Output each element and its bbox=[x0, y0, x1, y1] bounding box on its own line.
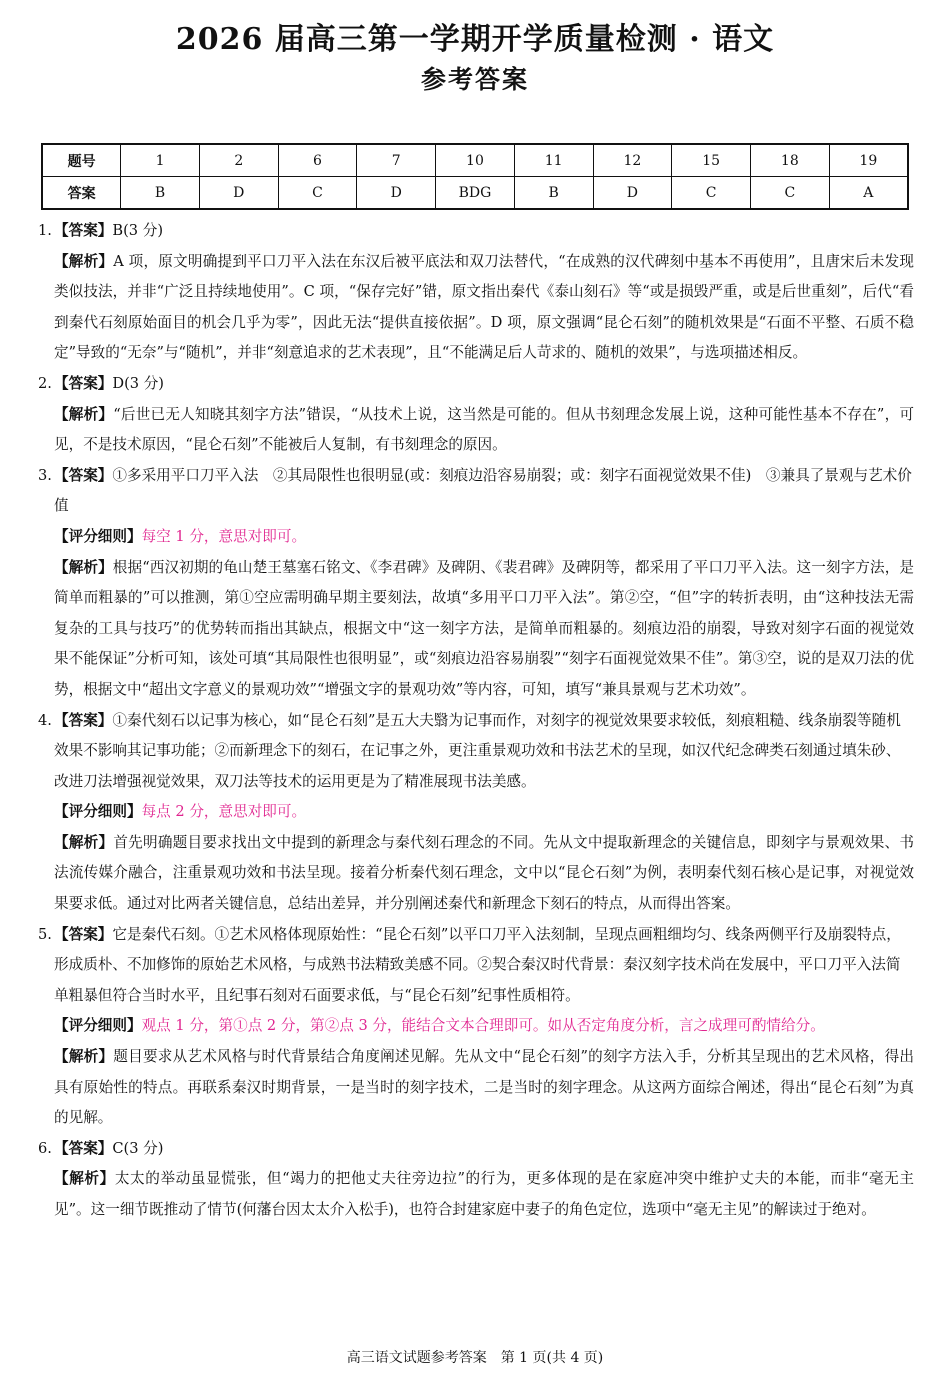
answer-cell: C bbox=[750, 177, 829, 210]
question-number-cell: 11 bbox=[514, 144, 593, 177]
question-number-cell: 15 bbox=[672, 144, 751, 177]
answer-table bbox=[41, 143, 909, 210]
answer-row bbox=[42, 177, 908, 210]
question-number-cell: 7 bbox=[357, 144, 436, 177]
answer-text: ①秦代刻石以记事为核心，如“昆仑石刻”是五大夫翳为记事而作，对刻字的视觉效果要求较低，刻痕粗糙、线条崩裂等随机效果不影响其记事功能；②而新理念下的刻石，在记事之外，更注重景观功效和书法艺术的呈现，如汉代纪念碑类石刻通过填朱砂、改进刀法增强视觉效果，双刀法等技术的运用更是为了精准展现书法美感。 bbox=[54, 711, 901, 790]
question-number: 2. bbox=[38, 374, 52, 392]
analysis-tag: 【解析】 bbox=[54, 1048, 114, 1066]
answer-text: D(3 分) bbox=[112, 374, 164, 392]
analysis-text: A 项，原文明确提到平口刀平入法在东汉后被平底法和双刀法替代，“在成熟的汉代碑刻中基本不再使用”，且唐宋后未发现类似技法，并非“广泛且持续地使用”。C 项，“保存完好”错，原文指出秦代《泰山刻石》等“或是损毁严重，或是后世重刻”，后代“看到秦代石刻原始面目的机会几乎为零”，因此无法“提供直接依据”。D 项，原文强调“昆仑石刻”的随机效果是“石面不平整、石质不稳定”导致的“无奈”与“随机”，并非“刻意追求的艺术表现”，且“不能满足后人苛求的、随机的效果”，与选项描述相反。 bbox=[54, 252, 914, 362]
answer-text: C(3 分) bbox=[112, 1139, 164, 1157]
answer-tag: 【答案】 bbox=[54, 222, 113, 239]
question-4-answer bbox=[38, 706, 914, 798]
question-number-cell: 10 bbox=[436, 144, 515, 177]
question-number-cell: 6 bbox=[278, 144, 357, 177]
analysis-text: 太太的举动虽显慌张，但“竭力的把他丈夫往旁边拉”的行为，更多体现的是在家庭冲突中维护丈夫的本能，而非“毫无主见”。这一细节既推动了情节(何藩台因太太介入松手)，也符合封建家庭中妻子的角色定位，选项中“毫无主见”的解读过于绝对。 bbox=[54, 1170, 914, 1218]
question-number: 4. bbox=[38, 711, 52, 729]
question-4-analysis bbox=[38, 828, 914, 920]
answer-tag: 【答案】 bbox=[54, 466, 113, 484]
question-number-cell: 18 bbox=[750, 144, 829, 177]
answer-tag: 【答案】 bbox=[54, 711, 113, 729]
question-5-answer bbox=[38, 920, 914, 1012]
question-1-analysis bbox=[38, 247, 914, 369]
answer-tag: 【答案】 bbox=[54, 925, 113, 943]
question-3-analysis bbox=[38, 553, 914, 706]
question-number: 1. bbox=[38, 222, 52, 239]
answer-cell: A bbox=[829, 177, 908, 210]
answer-tag: 【答案】 bbox=[54, 374, 113, 392]
scoring-text: 观点 1 分，第①点 2 分，第②点 3 分，能结合文本合理即可。如从否定角度分析，言之成理可酌情给分。 bbox=[141, 1017, 825, 1035]
row-label-answer: 答案 bbox=[42, 177, 121, 210]
answer-text: 它是秦代石刻。①艺术风格体现原始性：“昆仑石刻”以平口刀平入法刻制，呈现点画粗细均匀、线条两侧平行及崩裂特点，形成质朴、不加修饰的原始艺术风格，与成熟书法精致美感不同。②契合秦汉时代背景：秦汉刻字技术尚在发展中，平口刀平入法简单粗暴但符合当时水平，且纪事石刻对石面要求低，与“昆仑石刻”纪事性质相符。 bbox=[54, 925, 901, 1004]
analysis-tag: 【解析】 bbox=[54, 1170, 115, 1188]
answer-explanations bbox=[38, 216, 914, 1226]
question-number: 3. bbox=[38, 466, 52, 484]
question-number-cell: 12 bbox=[593, 144, 672, 177]
analysis-tag: 【解析】 bbox=[54, 252, 114, 270]
question-5-analysis bbox=[38, 1042, 914, 1134]
answer-text: B(3 分) bbox=[112, 222, 164, 239]
answer-tag: 【答案】 bbox=[54, 1139, 113, 1157]
answer-cell: D bbox=[593, 177, 672, 210]
question-6-answer bbox=[38, 1134, 914, 1165]
answer-cell: B bbox=[121, 177, 200, 210]
question-number-cell: 2 bbox=[199, 144, 278, 177]
question-number-cell: 19 bbox=[829, 144, 908, 177]
question-2-answer bbox=[38, 369, 914, 400]
scoring-text: 每点 2 分，意思对即可。 bbox=[141, 803, 307, 821]
page-title: 2026 届高三第一学期开学质量检测 · 语文 bbox=[175, 22, 775, 57]
scoring-tag: 【评分细则】 bbox=[54, 1017, 142, 1035]
analysis-tag: 【解析】 bbox=[54, 405, 114, 423]
question-number-cell: 1 bbox=[121, 144, 200, 177]
question-number: 5. bbox=[38, 925, 52, 943]
analysis-tag: 【解析】 bbox=[54, 558, 113, 576]
analysis-tag: 【解析】 bbox=[54, 833, 114, 851]
scoring-tag: 【评分细则】 bbox=[54, 803, 142, 821]
answer-cell: B bbox=[514, 177, 593, 210]
row-label-question-number: 题号 bbox=[42, 144, 121, 177]
question-5-scoring bbox=[38, 1011, 914, 1042]
analysis-text: 首先明确题目要求找出文中提到的新理念与秦代刻石理念的不同。先从文中提取新理念的关键信息，即刻字与景观效果、书法流传媒介融合，注重景观功效和书法呈现。接着分析秦代刻石理念，文中以“昆仑石刻”为例，表明秦代刻石核心是记事，对视觉效果要求低。通过对比两者关键信息，总结出差异，并分别阐述秦代和新理念下刻石的特点，从而得出答案。 bbox=[54, 833, 914, 913]
analysis-text: “后世已无人知晓其刻字方法”错误，“从技术上说，这当然是可能的。但从书刻理念发展上说，这种可能性基本不存在”，可见，不是技术原因，“昆仑石刻”不能被后人复制，有书刻理念的原因。 bbox=[54, 405, 914, 454]
answer-cell: D bbox=[199, 177, 278, 210]
scoring-tag: 【评分细则】 bbox=[54, 527, 142, 545]
analysis-text: 根据“西汉初期的龟山楚王墓塞石铭文、《李君碑》及碑阴、《裴君碑》及碑阴等，都采用了平口刀平入法。这一刻字方法，是简单而粗暴的”可以推测，第①空应需明确早期主要刻法，故填“多用平口刀平入法”。第②空，“但”字的转折表明，由“这种技法无需复杂的工具与技巧”的优势转而指出其缺点，根据文中“这一刻字方法，是简单而粗暴的。刻痕边沿的崩裂，导致对刻字石面的视觉效果不能保证”分析可知，该处可填“其局限性也很明显”，或“刻痕边沿容易崩裂”“刻字石面视觉效果不佳”。第③空，说的是双刀法的优势，根据文中“超出文字意义的景观功效”“增强文字的景观功效”等内容，可知，填写“兼具景观与艺术功效”。 bbox=[54, 558, 914, 698]
page-subtitle: 参考答案 bbox=[420, 65, 529, 94]
answer-text: ①多采用平口刀平入法 ②其局限性也很明显(或：刻痕边沿容易崩裂；或：刻字石面视觉效果不佳) ③兼具了景观与艺术价值 bbox=[54, 466, 912, 515]
question-1-answer bbox=[38, 216, 914, 247]
answer-cell: BDG bbox=[436, 177, 515, 210]
page-footer: 高三语文试题参考答案 第 1 页(共 4 页) bbox=[346, 1350, 604, 1366]
answer-cell: C bbox=[278, 177, 357, 210]
analysis-text: 题目要求从艺术风格与时代背景结合角度阐述见解。先从文中“昆仑石刻”的刻字方法入手，分析其呈现出的艺术风格，得出具有原始性的特点。再联系秦汉时期背景，一是当时的刻字技术，二是当时的刻字理念。从这两方面综合阐述，得出“昆仑石刻”为真的见解。 bbox=[54, 1048, 914, 1127]
question-3-scoring bbox=[38, 522, 914, 553]
scoring-text: 每空 1 分，意思对即可。 bbox=[141, 527, 307, 545]
question-2-analysis bbox=[38, 400, 914, 461]
question-4-scoring bbox=[38, 797, 914, 828]
question-6-analysis bbox=[38, 1164, 914, 1225]
answer-cell: D bbox=[357, 177, 436, 210]
question-3-answer bbox=[38, 461, 914, 522]
answer-cell: C bbox=[672, 177, 751, 210]
question-number-row bbox=[42, 144, 908, 177]
question-number: 6. bbox=[38, 1139, 52, 1157]
